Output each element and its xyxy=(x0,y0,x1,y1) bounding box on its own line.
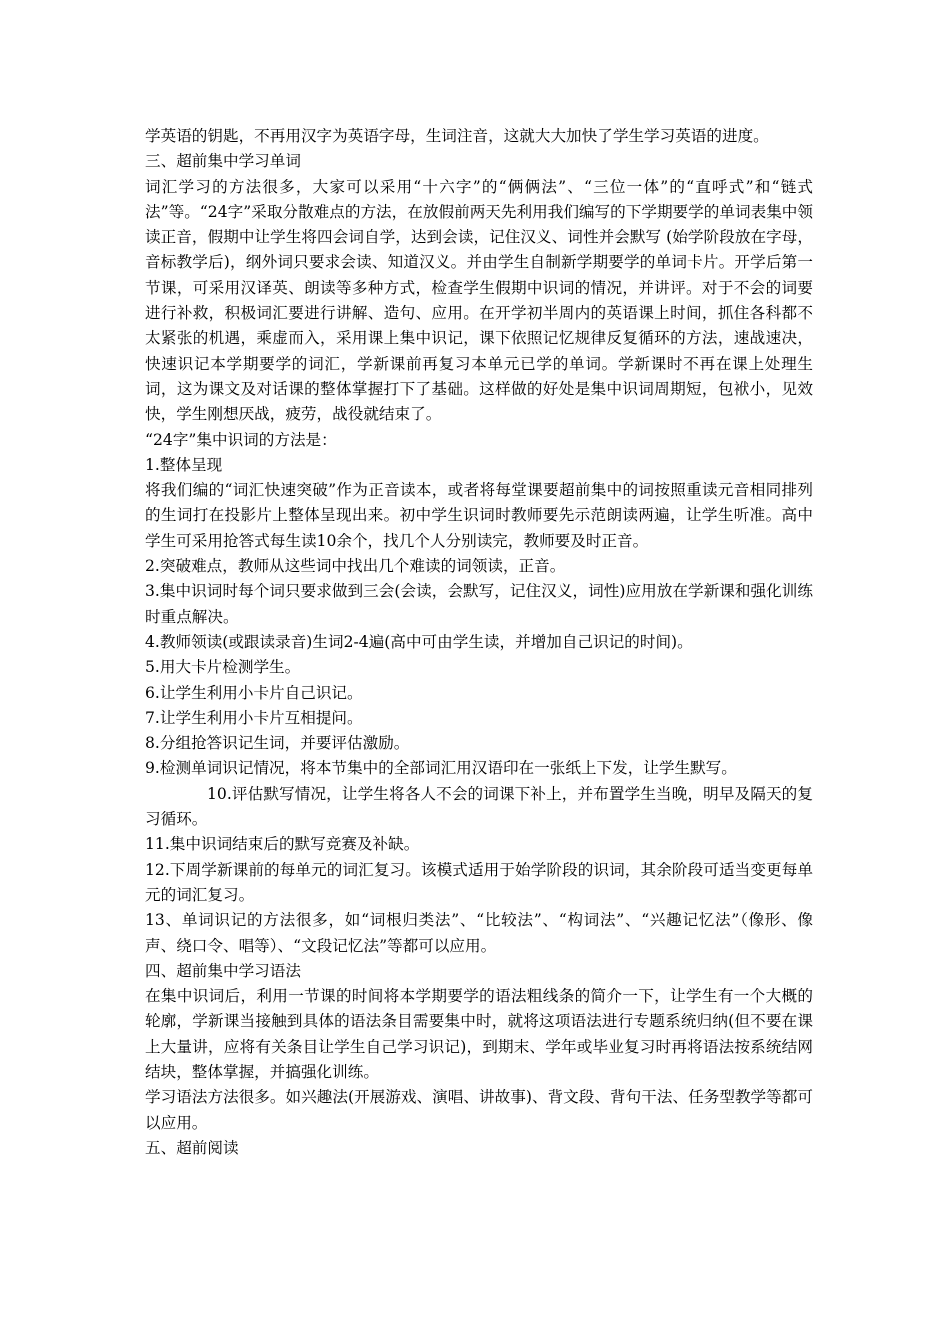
list-item: 10.评估默写情况，让学生将各人不会的词课下补上，并布置学生当晚，明早及隔天的复习循环。 xyxy=(145,784,813,829)
list-item: 12.下周学新课前的每单元的词汇复习。该模式适用于始学阶段的识词，其余阶段可适当变更每单元的词汇复习。 xyxy=(145,860,813,904)
list-item: 11.集中识词结束后的默写竞赛及补缺。 xyxy=(145,835,420,854)
section-heading-3: 三、超前集中学习单词 xyxy=(145,152,301,171)
list-item: 2.突破难点，教师从这些词中找出几个难读的词领读，正音。 xyxy=(145,557,566,576)
list-item: 9.检测单词识记情况，将本节集中的全部词汇用汉语印在一张纸上下发，让学生默写。 xyxy=(145,759,737,778)
paragraph: 学习语法方法很多。如兴趣法(开展游戏、演唱、讲故事)、背文段、背句干法、任务型教学等都可以应用。 xyxy=(145,1088,813,1132)
paragraph: “24字”集中识词的方法是： xyxy=(145,430,337,449)
document-body xyxy=(145,124,813,1161)
list-item: 8.分组抢答识记生词，并要评估激励。 xyxy=(145,734,410,753)
list-item: 1.整体呈现 xyxy=(145,455,223,474)
list-item: 7.让学生利用小卡片互相提问。 xyxy=(145,708,363,727)
list-item: 4.教师领读(或跟读录音)生词2-4遍(高中可由学生读，并增加自己识记的时间)。 xyxy=(145,632,693,651)
list-item: 6.让学生利用小卡片自己识记。 xyxy=(145,683,363,702)
list-item: 3.集中识词时每个词只要求做到三会(会读，会默写，记住汉义，词性)应用放在学新课和强化训练时重点解决。 xyxy=(145,582,813,626)
paragraph: 在集中识词后，利用一节课的时间将本学期要学的语法粗线条的简介一下，让学生有一个大概的轮廓，学新课当接触到具体的语法条目需要集中时，就将这项语法进行专题系统归纳(但不要在课上大量讲，应将有关条目让学生自己学习识记)，到期末、学年或毕业复习时再将语法按系统结网结块，整体掌握，并搞强化训练。 xyxy=(145,987,813,1081)
list-item: 13、单词识记的方法很多，如“词根归类法”、“比较法”、“构词法”、“兴趣记忆法”（像形、像声、绕口令、唱等）、“文段记忆法”等都可以应用。 xyxy=(145,911,813,955)
section-heading-5: 五、超前阅读 xyxy=(145,1138,239,1157)
paragraph: 学英语的钥匙，不再用汉字为英语字母，生词注音，这就大大加快了学生学习英语的进度。 xyxy=(145,127,769,145)
paragraph: 词汇学习的方法很多，大家可以采用“十六字”的“俩俩法”、“三位一体”的“直呼式”和“链式法”等。“24字”采取分散难点的方法，在放假前两天先利用我们编写的下学期要学的单词表集中领读正音，假期中让学生将四会词自学，达到会读，记住汉义、词性并会默写 (始学阶段放在字母，音标教学后)，纲外词只要求会读、知道汉义。并由学生自制新学期要学的单词卡片。开学后第一节课，可采用汉译英、朗读等多种方式，检查学生假期中识词的情况，并讲评。对于不会的词要进行补救，积极词汇要进行讲解、造句、应用。在开学初半周内的英语课上时间，抓住各科都不太紧张的机遇，乘虚而入，采用课上集中识记，课下依照记忆规律反复循环的方法，速战速决，快速识记本学期要学的词汇，学新课前再复习本单元已学的单词。学新课时不再在课上处理生词，这为课文及对话课的整体掌握打下了基础。这样做的好处是集中识词周期短，包袱小，见效快，学生刚想厌战，疲劳，战役就结束了。 xyxy=(145,177,813,424)
list-item: 5.用大卡片检测学生。 xyxy=(145,658,301,677)
section-heading-4: 四、超前集中学习语法 xyxy=(145,961,301,980)
paragraph: 将我们编的“词汇快速突破”作为正音读本，或者将每堂课要超前集中的词按照重读元音相同排列的生词打在投影片上整体呈现出来。初中学生识词时教师要先示范朗读两遍，让学生听准。高中学生可采用抢答式每生读10余个，找几个人分别读完，教师要及时正音。 xyxy=(145,481,813,550)
